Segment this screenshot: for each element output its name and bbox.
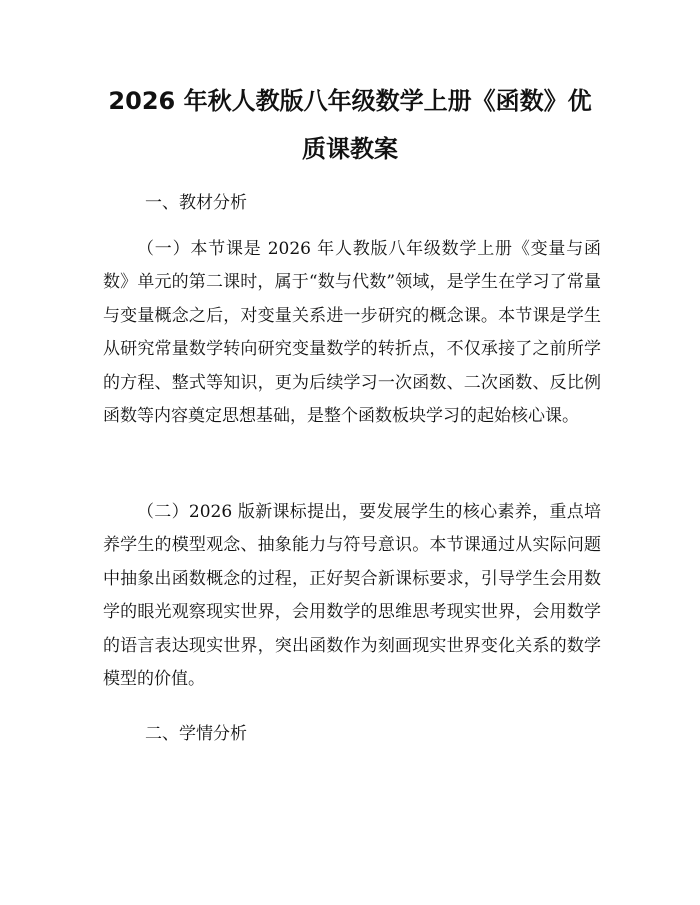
paragraph-2: （二）2026 版新课标提出，要发展学生的核心素养，重点培养学生的模型观念、抽象能力与符号意识。本节课通过从实际问题中抽象出函数概念的过程，正好契合新课标要求，引导学生会用数学的眼光观察现实世界，会用数学的思维思考现实世界，会用数学的语言表达现实世界，突出函数作为刻画现实世界变化关系的数学模型的价值。 [103,502,601,690]
document-title-line-1: 2026 年秋人教版八年级数学上册《函数》优 [108,87,592,115]
paragraph-1: （一）本节课是 2026 年人教版八年级数学上册《变量与函数》单元的第二课时，属于“数与代数”领域，是学生在学习了常量与变量概念之后，对变量关系进一步研究的概念课。本节课是学生从研究常量数学转向研究变量数学的转折点，不仅承接了之前所学的方程、整式等知识，更为后续学习一次函数、二次函数、反比例函数等内容奠定思想基础，是整个函数板块学习的起始核心课。 [103,239,601,427]
document-title-line-2: 质课教案 [302,135,398,163]
section-heading-textbook-analysis: 一、教材分析 [145,193,247,213]
section-heading-student-analysis: 二、学情分析 [145,724,247,744]
